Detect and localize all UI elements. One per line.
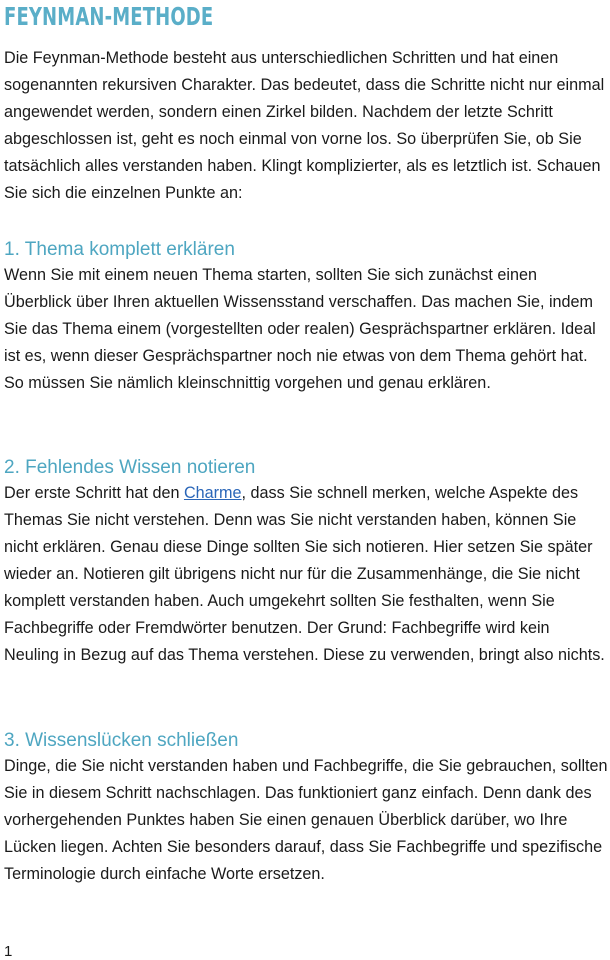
section-body-2	[4, 480, 608, 669]
section-body-2-text-start: Der erste Schritt hat den	[4, 484, 184, 502]
page-number: 1	[4, 943, 13, 960]
page-title: FEYNMAN-METHODE	[4, 2, 214, 31]
charme-link[interactable]: Charme	[183, 484, 242, 502]
section-heading-3: 3. Wissenslücken schließen	[4, 730, 239, 751]
section-body-2-text-end: , dass Sie schnell merken, welche Aspekte des Themas Sie nicht verstehen. Denn was Sie nicht verstanden haben, können Sie nicht erklären. Genau diese Dinge sollten Sie sich notieren. Hier setzen Sie später wieder an. Notieren gilt übrigens nicht nur für die Zusammenhänge, die Sie nicht komplett verstanden haben. Auch umgekehrt sollten Sie festhalten, wenn Sie Fachbegriffe oder Fremdwörter benutzen. Der Grund: Fachbegriffe wird kein Neuling in Bezug auf das Thema verstehen. Diese zu verwenden, bringt also nichts.	[4, 484, 605, 664]
section-heading-2: 2. Fehlendes Wissen notieren	[4, 457, 256, 478]
section-heading-1: 1. Thema komplett erklären	[4, 239, 235, 260]
section-body-1: Wenn Sie mit einem neuen Thema starten, sollten Sie sich zunächst einen Überblick über Ihren aktuellen Wissensstand verschaffen. Das machen Sie, indem Sie das Thema einem (vorgestellten oder realen) Gesprächspartner erklären. Ideal ist es, wenn dieser Gesprächspartner noch nie etwas von dem Thema gehört hat. So müssen Sie nämlich kleinschnittig vorgehen und genau erklären.	[4, 266, 596, 392]
intro-paragraph: Die Feynman-Methode besteht aus unterschiedlichen Schritten und hat einen sogenannten rekursiven Charakter. Das bedeutet, dass die Schritte nicht nur einmal angewendet werden, sondern einen Zirkel bilden. Nachdem der letzte Schritt abgeschlossen ist, geht es noch einmal von vorne los. So überprüfen Sie, ob Sie tatsächlich alles verstanden haben. Klingt komplizierter, als es letztlich ist. Schauen Sie sich die einzelnen Punkte an:	[4, 49, 605, 202]
section-body-3: Dinge, die Sie nicht verstanden haben und Fachbegriffe, die Sie gebrauchen, sollten Sie in diesem Schritt nachschlagen. Das funktioniert ganz einfach. Denn dank des vorhergehenden Punktes haben Sie einen genauen Überblick darüber, wo Ihre Lücken liegen. Achten Sie besonders darauf, dass Sie Fachbegriffe und spezifische Terminologie durch einfache Worte ersetzen.	[4, 757, 608, 883]
